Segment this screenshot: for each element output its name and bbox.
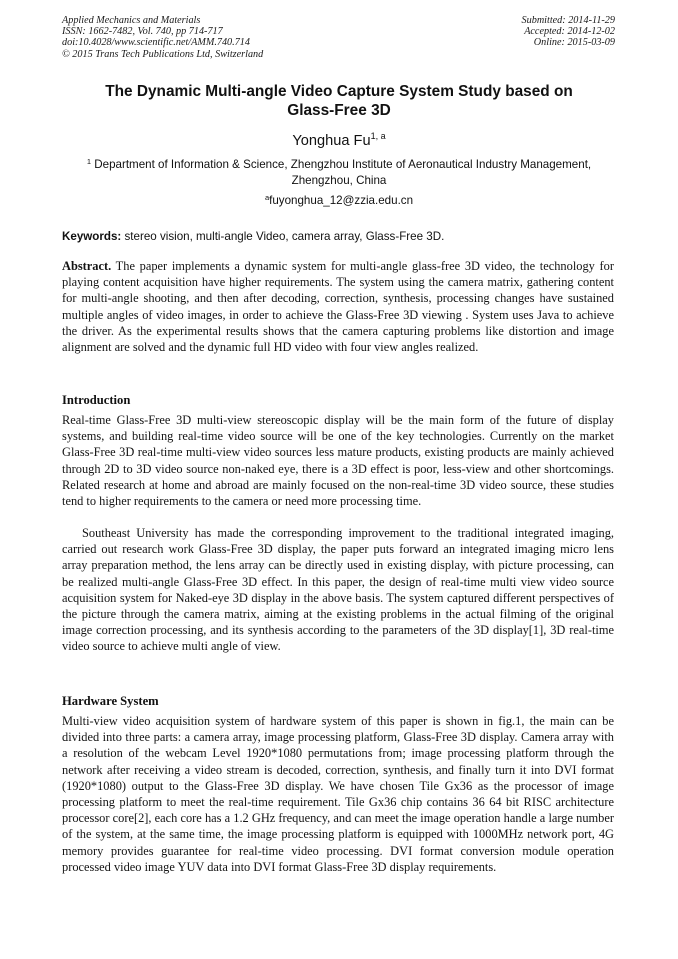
journal-copyright: © 2015 Trans Tech Publications Ltd, Switzerland (62, 48, 264, 60)
affiliation-line-1: Department of Information & Science, Zhengzhou Institute of Aeronautical Industry Management, (91, 158, 592, 171)
abstract-label: Abstract. (62, 259, 112, 273)
abstract (62, 258, 614, 355)
keywords-label: Keywords: (62, 230, 122, 243)
email-address[interactable]: fuyonghua_12@zzia.edu.cn (269, 194, 414, 207)
affiliation (58, 157, 620, 189)
section-heading-hardware-system: Hardware System (62, 694, 159, 708)
submitted-date: Submitted: 2014-11-29 (521, 15, 615, 26)
affiliation-marker: 1 (86, 157, 92, 166)
submission-dates (522, 15, 615, 49)
online-date: Online: 2015-03-09 (533, 37, 615, 49)
author-affiliation-marker: 1, a (370, 131, 386, 141)
journal-info (62, 15, 263, 60)
introduction-paragraph-2: Southeast University has made the corresponding improvement to the traditional integrated imaging, carried out research work Glass-Free 3D display, the paper puts forward an integrated imaging micro lens array preparation method, the lens array can be directly used in existing display, with picture processing, can be realized multi-angle Glass-Free 3D effect. In this paper, the design of real-time multi view video source acquisition system for Naked-eye 3D display in the above basis. The system captured different perspectives of the picture through the camera matrix, aiming at the existing problems in the actual filming of the original image correction processing, and its synthesis according to the parameters of the 3D display[1], 3D real-time video source to achieve multi angle of view. (62, 526, 614, 654)
journal-doi: doi:10.4028/www.scientific.net/AMM.740.714 (62, 37, 250, 49)
introduction-paragraph-1: Real-time Glass-Free 3D multi-view stereoscopic display will be the main form of the future of display systems, and building real-time video source will be one of the key technologies. Currently on the market Glass-Free 3D real-time multi-view video sources less mature products, existing products are mainly achieved through 2D to 3D video source non-naked eye, there is a 3D effect is poor, less-view and other shortcomings. Related research at home and abroad are mainly focused on the non-real-time 3D video source, these studies tend to higher requirements to the camera or need more processing time. (62, 413, 614, 509)
hardware-system-paragraph-1: Multi-view video acquisition system of hardware system of this paper is shown in fig.1, the main can be divided into three parts: a camera array, image processing platform, Glass-Free 3D display. Camera array with a resolution of the webcam Level 1920*1080 permutations from; image processing platform through the network after receiving a video stream is decoded, correction, synthesis, and finally turn it into DVI format (1920*1080) output to the Glass-Free 3D display. We have chosen Tile Gx36 as the processor of image processing platform to meet the real-time requirement. Tile Gx36 chip contains 36 64 bit RISC architecture processor core[2], each core has a 1.2 GHz frequency, and can meet the image operation handle a large number of the system, at the same time, the image processing platform is equipped with 1000MHz network port, 4G memory provides guarantee for real-time video processing. DVI format conversion module operation processed video image YUV data into DVI format Glass-Free 3D display requirements. (62, 714, 614, 874)
abstract-text: The paper implements a dynamic system for multi-angle glass-free 3D video, the technology for playing content acquisition have higher requirements. The system using the camera matrix, gathering content for multi-angle shooting, and then after decoding, correction, synthesis, processing changes have sustained multiple angles of video images, in order to achieve the Glass-Free 3D viewing . System uses Java to achieve the driver. As the experimental results shows that the camera capturing problems like distortion and image alignment are solved and the dynamic full HD video with four view angles realized. (62, 259, 614, 355)
paper-title (62, 82, 616, 120)
keywords (62, 229, 616, 245)
email-marker: a (264, 193, 270, 202)
accepted-date: Accepted: 2014-12-02 (524, 26, 615, 38)
section-heading-introduction: Introduction (62, 393, 131, 407)
keywords-text: stereo vision, multi-angle Video, camera array, Glass-Free 3D. (121, 230, 445, 243)
paper-title-line-2: Glass-Free 3D (287, 102, 391, 119)
paper-title-line-1: The Dynamic Multi-angle Video Capture System Study based on (105, 83, 573, 100)
journal-issn: ISSN: 1662-7482, Vol. 740, pp 714-717 (62, 26, 223, 38)
affiliation-line-2: Zhengzhou, China (291, 174, 387, 187)
author-name: Yonghua Fu (292, 133, 371, 149)
journal-name: Applied Mechanics and Materials (62, 15, 201, 26)
author-email (62, 193, 616, 209)
author-line (62, 132, 616, 150)
